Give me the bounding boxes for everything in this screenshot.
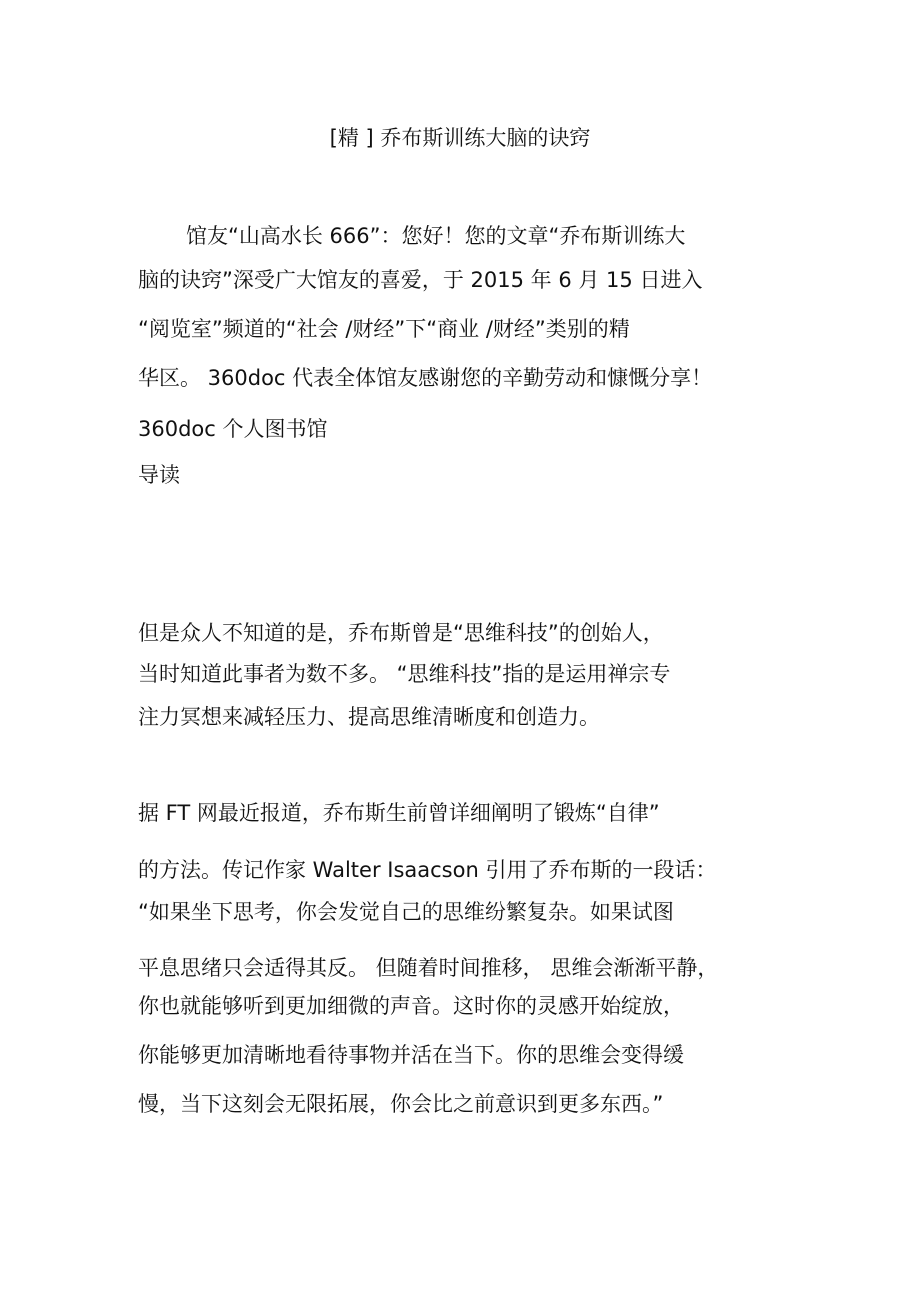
notice-line-1: 馆友“山高水长 666”：您好！您的文章“乔布斯训练大 bbox=[186, 224, 686, 248]
notice-line-3: “阅览室”频道的“社会 /财经”下“商业 /财经”类别的精 bbox=[138, 317, 630, 341]
paragraph-2-line-1: 据 FT 网最近报道，乔布斯生前曾详细阐明了锻炼“自律” bbox=[138, 801, 660, 825]
document-title: [精 ] 乔布斯训练大脑的诀窍 bbox=[329, 126, 591, 150]
intro-label: 导读 bbox=[138, 463, 180, 487]
paragraph-1-line-1: 但是众人不知道的是，乔布斯曾是“思维科技”的创始人， bbox=[138, 621, 664, 645]
paragraph-2-line-6: 你能够更加清晰地看待事物并活在当下。你的思维会变得缓 bbox=[138, 1043, 684, 1067]
paragraph-2-line-3: “如果坐下思考，你会发觉自己的思维纷繁复杂。如果试图 bbox=[138, 900, 674, 924]
signature: 360doc 个人图书馆 bbox=[138, 417, 328, 441]
paragraph-1-line-2: 当时知道此事者为数不多。 “思维科技”指的是运用禅宗专 bbox=[138, 662, 671, 686]
notice-line-4: 华区。 360doc 代表全体馆友感谢您的辛勤劳动和慷慨分享！ bbox=[138, 366, 713, 390]
notice-line-2: 脑的诀窍”深受广大馆友的喜爱，于 2015 年 6 月 15 日进入 bbox=[138, 268, 703, 292]
paragraph-1-line-3: 注力冥想来减轻压力、提高思维清晰度和创造力。 bbox=[138, 705, 600, 729]
paragraph-2-line-7: 慢，当下这刻会无限拓展，你会比之前意识到更多东西。” bbox=[138, 1092, 664, 1116]
paragraph-2-line-4: 平息思绪只会适得其反。 但随着时间推移， 思维会渐渐平静， bbox=[138, 956, 719, 980]
paragraph-2-line-2: 的方法。传记作家 Walter Isaacson 引用了乔布斯的一段话： bbox=[138, 858, 717, 882]
paragraph-2-line-5: 你也就能够听到更加细微的声音。这时你的灵感开始绽放， bbox=[138, 994, 684, 1018]
